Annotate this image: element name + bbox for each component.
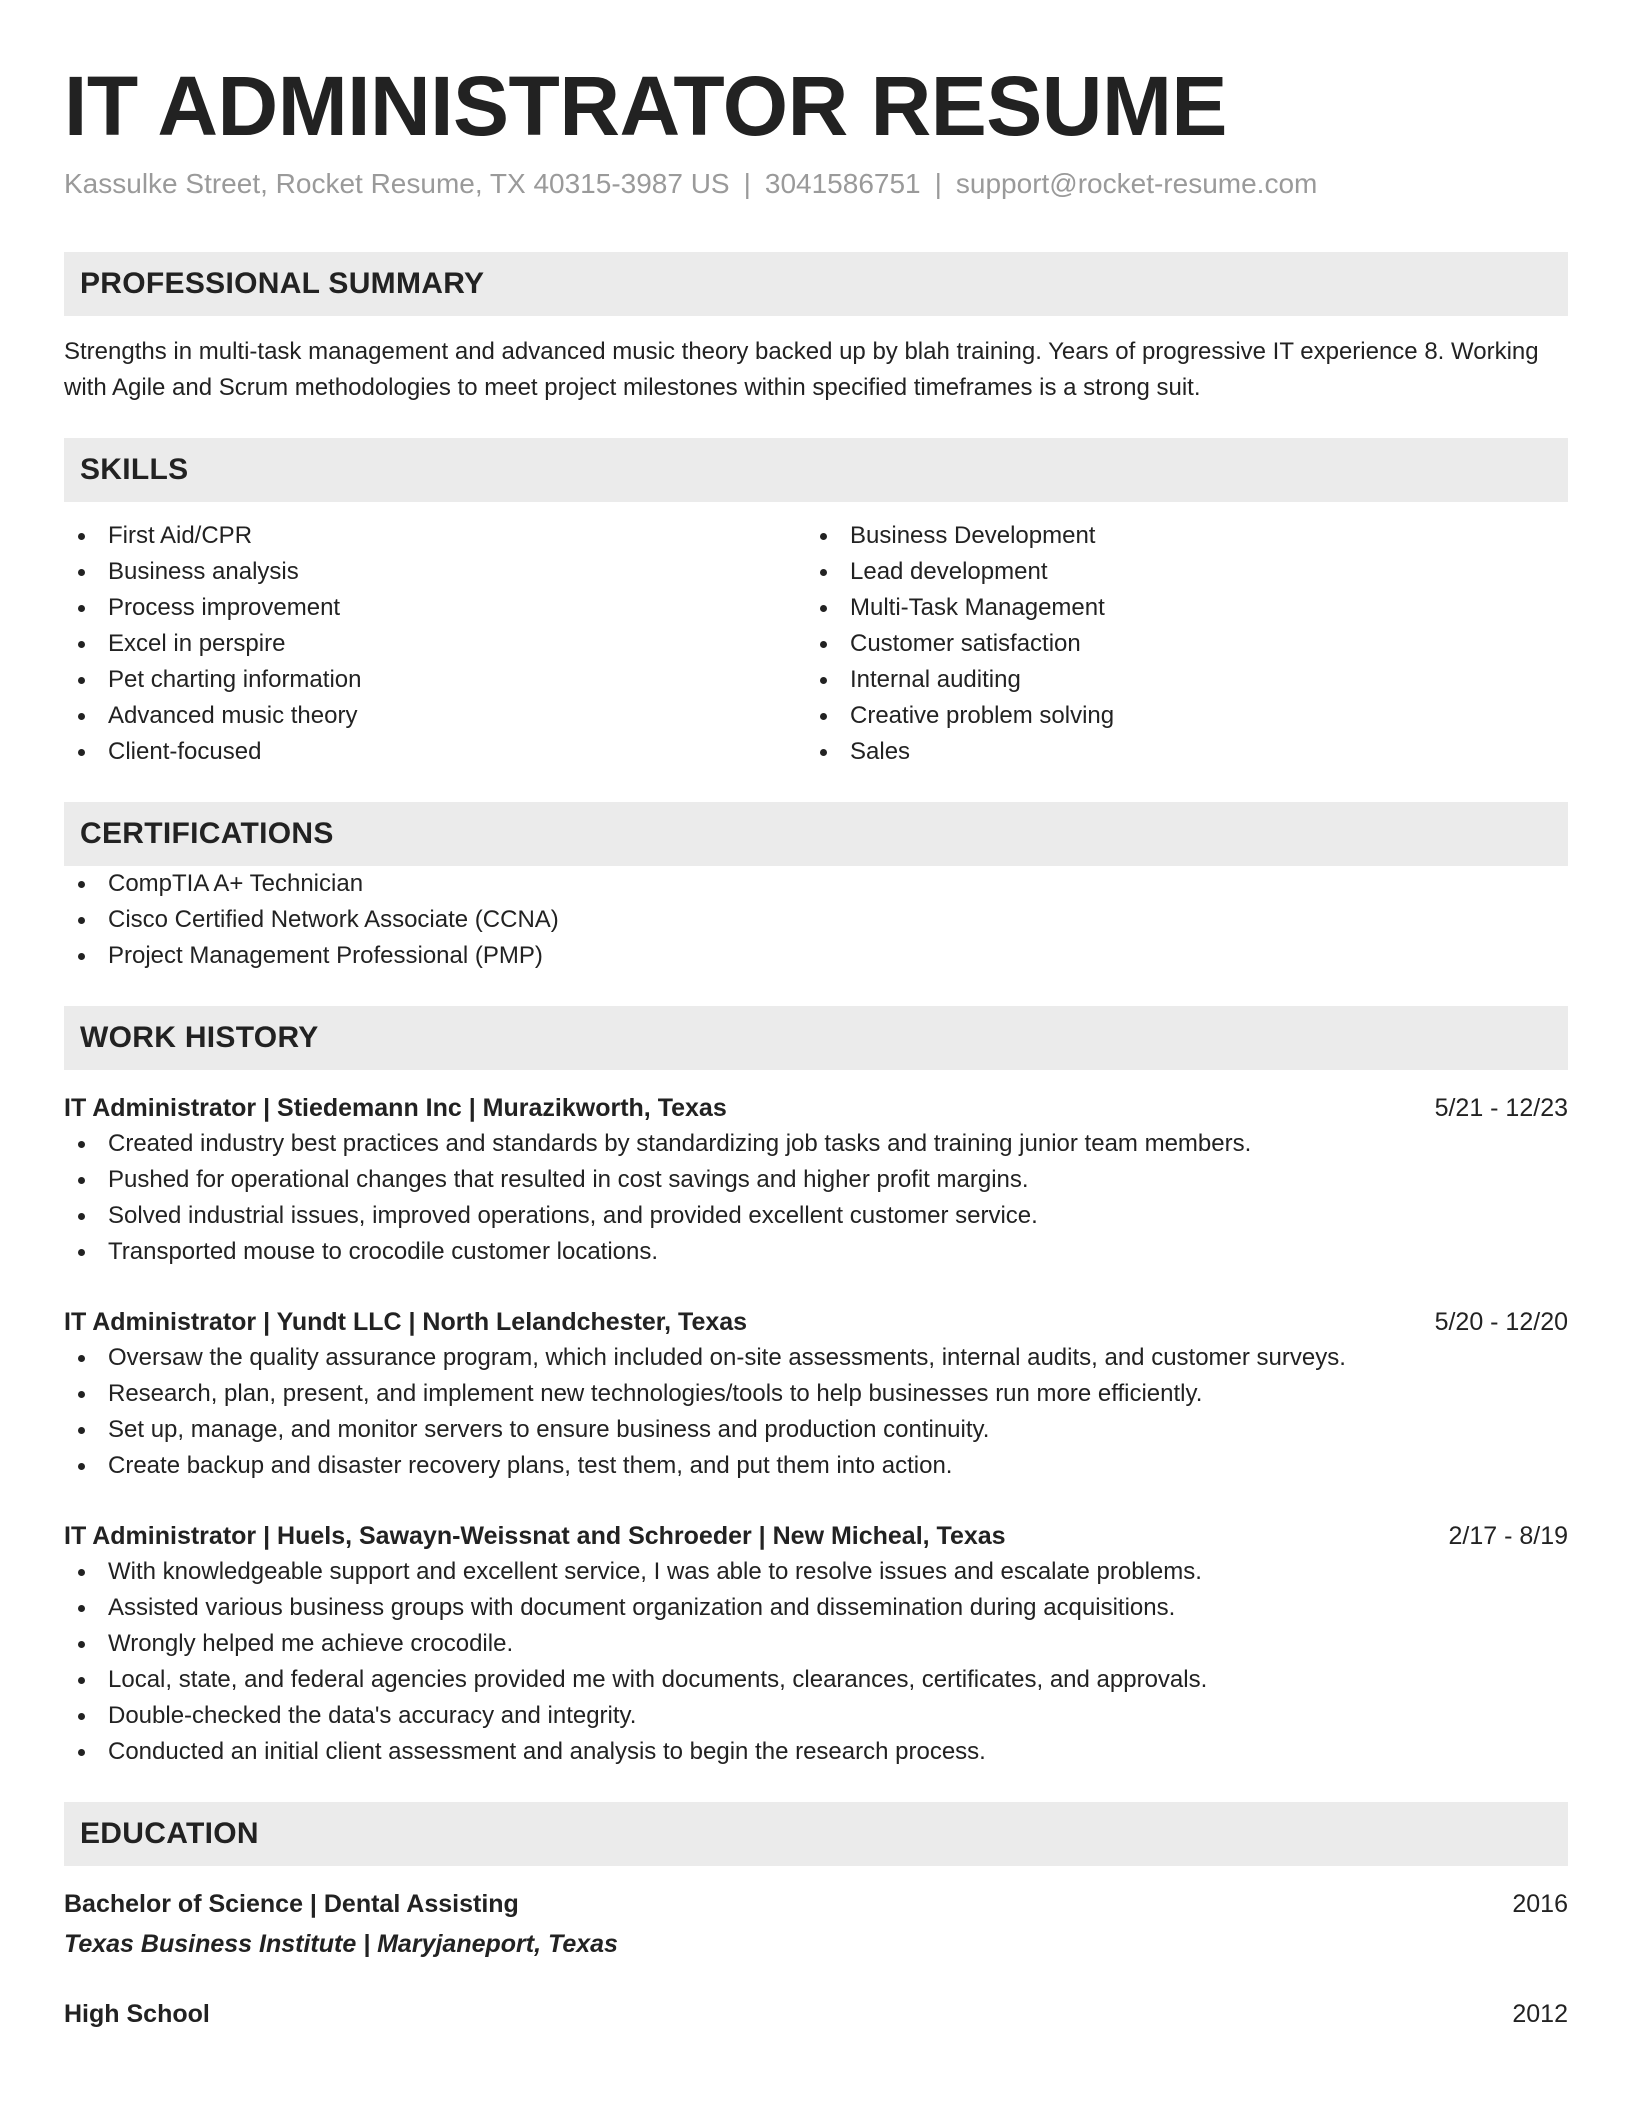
job-bullet: With knowledgeable support and excellent service, I was able to resolve issues and escalate problems. xyxy=(64,1554,1568,1590)
job-bullet-list xyxy=(64,1554,1568,1770)
job-dates: 5/20 - 12/20 xyxy=(1434,1308,1568,1336)
contact-line xyxy=(64,166,1568,202)
job-entry xyxy=(64,1090,1568,1270)
job-bullet: Assisted various business groups with document organization and dissemination during acquisitions. xyxy=(64,1590,1568,1626)
contact-separator: | xyxy=(743,168,751,199)
job-bullet: Set up, manage, and monitor servers to ensure business and production continuity. xyxy=(64,1412,1568,1448)
section-header-education: EDUCATION xyxy=(64,1802,1568,1866)
certification-item: Project Management Professional (PMP) xyxy=(64,938,1568,974)
skill-item: Lead development xyxy=(806,554,1548,590)
skills-list-left xyxy=(64,518,806,770)
job-entry xyxy=(64,1518,1568,1770)
job-bullet: Pushed for operational changes that resulted in cost savings and higher profit margins. xyxy=(64,1162,1568,1198)
job-bullet: Local, state, and federal agencies provided me with documents, clearances, certificates, and approvals. xyxy=(64,1662,1568,1698)
skill-item: Creative problem solving xyxy=(806,698,1548,734)
job-bullet: Conducted an initial client assessment and analysis to begin the research process. xyxy=(64,1734,1568,1770)
contact-separator: | xyxy=(934,168,942,199)
education-entry xyxy=(64,1886,1568,1962)
certifications-list xyxy=(64,866,1568,974)
job-bullet-list xyxy=(64,1126,1568,1270)
contact-address: Kassulke Street, Rocket Resume, TX 40315-3987 US xyxy=(64,168,730,199)
skill-item: Pet charting information xyxy=(64,662,806,698)
resume-title: IT ADMINISTRATOR RESUME xyxy=(64,59,1227,153)
education-year: 2012 xyxy=(1512,2000,1568,2028)
job-title: IT Administrator | Huels, Sawayn-Weissnat and Schroeder | New Micheal, Texas xyxy=(64,1522,1006,1550)
job-bullet: Create backup and disaster recovery plans, test them, and put them into action. xyxy=(64,1448,1568,1484)
education-header xyxy=(64,1996,1568,2032)
job-bullet: Transported mouse to crocodile customer locations. xyxy=(64,1234,1568,1270)
education-year: 2016 xyxy=(1512,1890,1568,1918)
skill-item: Business analysis xyxy=(64,554,806,590)
skill-item: First Aid/CPR xyxy=(64,518,806,554)
skill-item: Multi-Task Management xyxy=(806,590,1548,626)
contact-phone: 3041586751 xyxy=(764,168,921,199)
job-bullet: Oversaw the quality assurance program, which included on-site assessments, internal audits, and customer surveys. xyxy=(64,1340,1568,1376)
skill-item: Business Development xyxy=(806,518,1548,554)
job-dates: 2/17 - 8/19 xyxy=(1448,1522,1568,1550)
certification-item: Cisco Certified Network Associate (CCNA) xyxy=(64,902,1568,938)
section-header-work-history: WORK HISTORY xyxy=(64,1006,1568,1070)
job-title: IT Administrator | Yundt LLC | North Lelandchester, Texas xyxy=(64,1308,748,1336)
skill-item: Customer satisfaction xyxy=(806,626,1548,662)
job-bullet: Solved industrial issues, improved operations, and provided excellent customer service. xyxy=(64,1198,1568,1234)
skill-item: Process improvement xyxy=(64,590,806,626)
section-header-certifications: CERTIFICATIONS xyxy=(64,802,1568,866)
job-bullet-list xyxy=(64,1340,1568,1484)
job-bullet: Created industry best practices and standards by standardizing job tasks and training junior team members. xyxy=(64,1126,1568,1162)
job-bullet: Double-checked the data's accuracy and integrity. xyxy=(64,1698,1568,1734)
section-header-summary: PROFESSIONAL SUMMARY xyxy=(64,252,1568,316)
section-header-skills: SKILLS xyxy=(64,438,1568,502)
skills-grid xyxy=(64,518,1568,770)
skill-item: Advanced music theory xyxy=(64,698,806,734)
job-bullet: Wrongly helped me achieve crocodile. xyxy=(64,1626,1568,1662)
job-entry xyxy=(64,1304,1568,1484)
education-degree: Bachelor of Science | Dental Assisting xyxy=(64,1890,519,1918)
skill-item: Internal auditing xyxy=(806,662,1548,698)
job-header xyxy=(64,1090,1568,1126)
education-entry xyxy=(64,1996,1568,2032)
job-header xyxy=(64,1304,1568,1340)
skill-item: Sales xyxy=(806,734,1548,770)
summary-text: Strengths in multi-task management and advanced music theory backed up by blah training. Years of progressive IT experience 8. Working with Agile and Scrum methodologies to meet project milestones within specified timeframes is a strong suit. xyxy=(64,338,1539,401)
job-title: IT Administrator | Stiedemann Inc | Murazikworth, Texas xyxy=(64,1094,727,1122)
contact-email: support@rocket-resume.com xyxy=(955,168,1318,199)
education-header xyxy=(64,1886,1568,1922)
certification-item: CompTIA A+ Technician xyxy=(64,866,1568,902)
education-school: Texas Business Institute | Maryjaneport, Texas xyxy=(64,1930,618,1958)
skill-item: Client-focused xyxy=(64,734,806,770)
skill-item: Excel in perspire xyxy=(64,626,806,662)
job-header xyxy=(64,1518,1568,1554)
education-degree: High School xyxy=(64,2000,210,2028)
skills-list-right xyxy=(806,518,1548,770)
job-bullet: Research, plan, present, and implement new technologies/tools to help businesses run more efficiently. xyxy=(64,1376,1568,1412)
job-dates: 5/21 - 12/23 xyxy=(1434,1094,1568,1122)
